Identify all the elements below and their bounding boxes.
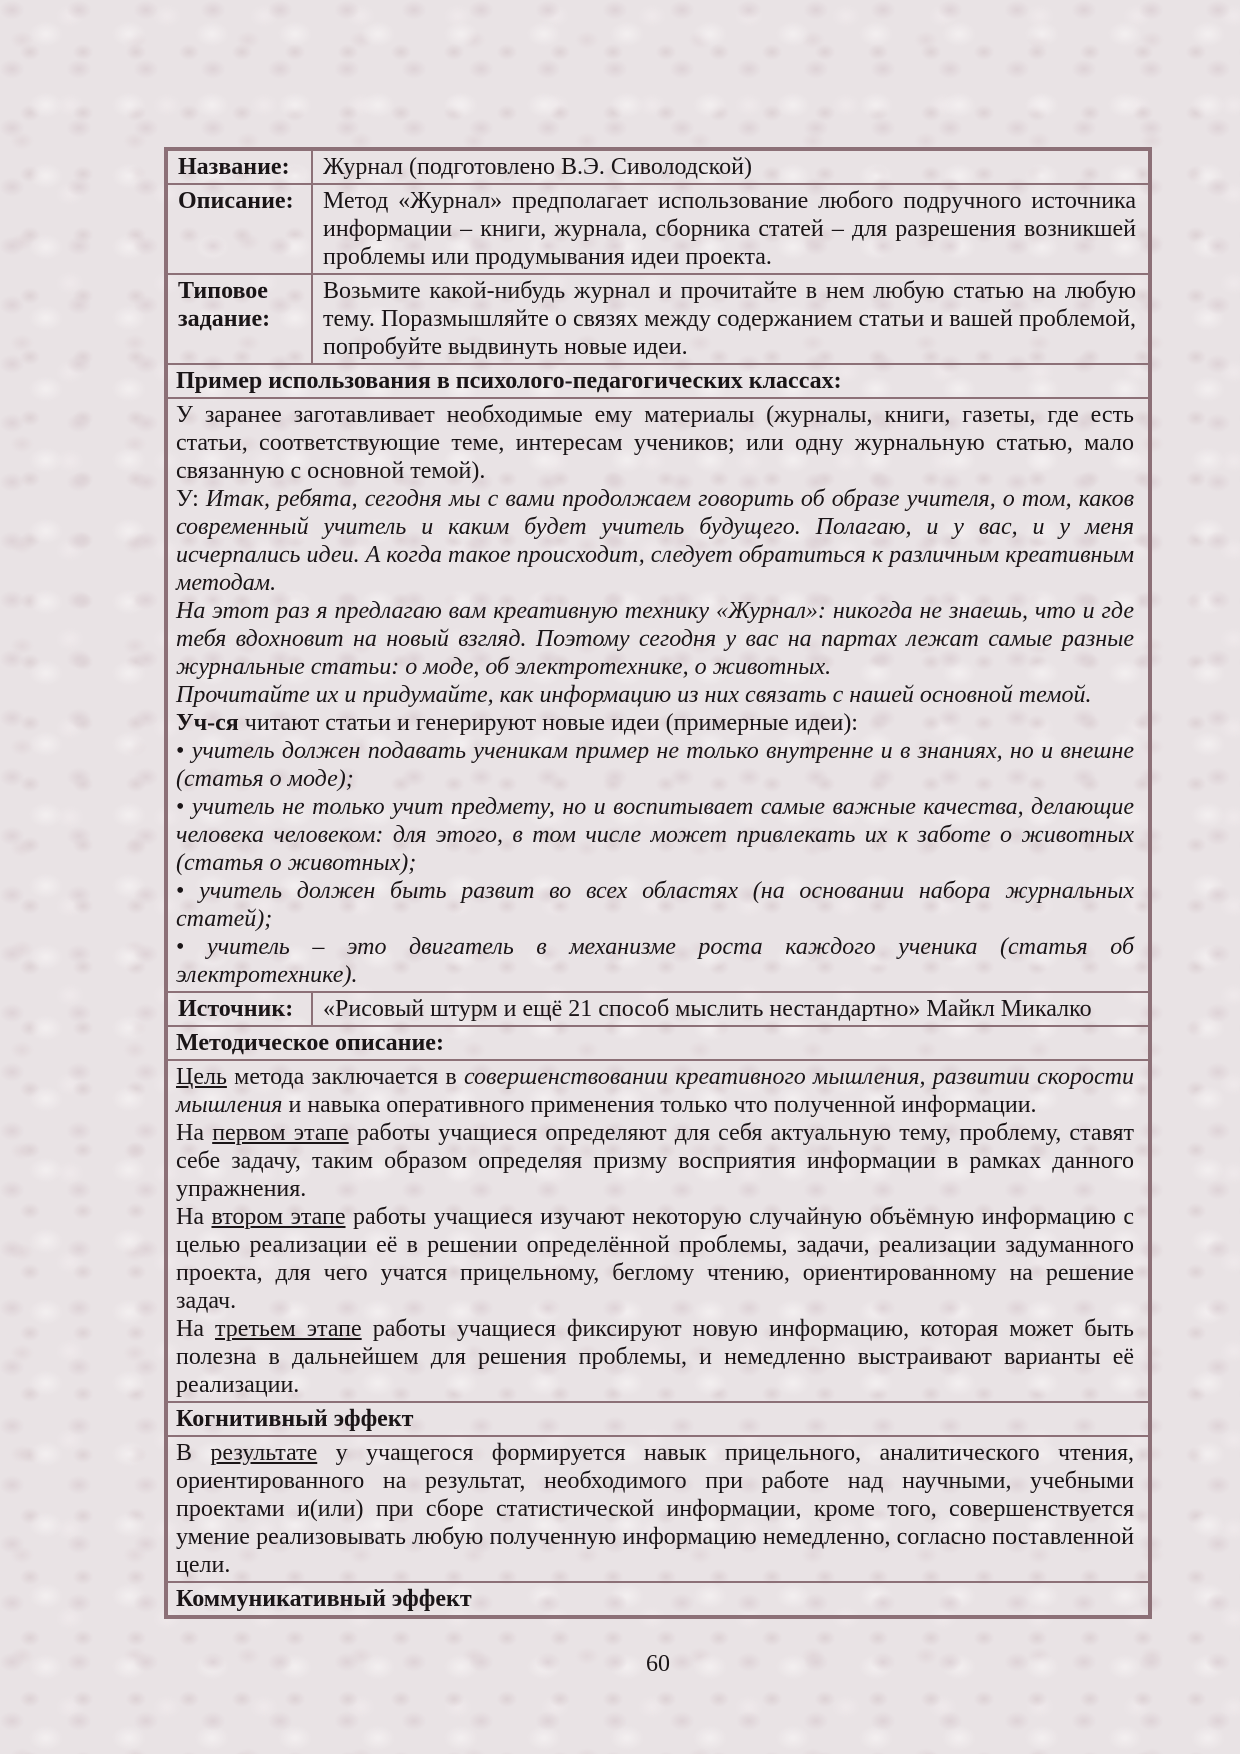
section-header-method: Методическое описание: bbox=[168, 1025, 1148, 1059]
example-paragraph-2: У: Итак, ребята, сегодня мы с вами продолжаем говорить об образе учителя, о том, каков современный учитель и каким будет учитель будущего. Полагаю, и у вас, и у меня исчерпались идеи. А когда такое происходит, следует обратиться к различным креативным методам. bbox=[176, 486, 1135, 596]
method-paragraph-1: Цель метода заключается в совершенствовании креативного мышления, развитии скорости мышления и навыка оперативного применения только что полученной информации. bbox=[176, 1064, 1134, 1118]
section-cognitive bbox=[168, 1435, 1148, 1581]
example-bullet-1: • учитель должен подавать ученикам пример не только внутренне и в знаниях, но и внешне (статья о моде); bbox=[176, 738, 1135, 792]
row-value-source: «Рисовый штурм и ещё 21 способ мыслить нестандартно» Майкл Микалко bbox=[323, 996, 1092, 1022]
row-value-description: Метод «Журнал» предполагает использование любого подручного источника информации – книги, журнала, сборника статей – для разрешения возникшей проблемы или продумывания идеи проекта. bbox=[323, 188, 1136, 270]
section-header-communicative: Коммуникативный эффект bbox=[168, 1581, 1148, 1615]
example-bullet-3: • учитель должен быть развит во всех областях (на основании набора журнальных статей); bbox=[176, 878, 1134, 932]
section-header-example: Пример использования в психолого-педагогических классах: bbox=[168, 363, 1148, 397]
section-header-cognitive: Когнитивный эффект bbox=[168, 1401, 1148, 1435]
method-paragraph-3: На втором этапе работы учащиеся изучают некоторую случайную объёмную информацию с целью реализации её в решении определённой проблемы, задачи, реализации задуманного проекта, для чего учатся прицельному, беглому чтению, ориентированному на решение задач. bbox=[176, 1204, 1135, 1314]
example-bullet-2: • учитель не только учит предмету, но и воспитывает самые важные качества, делающие человека человеком: для этого, в том числе может привлекать их к заботе о животных (статья о животных); bbox=[176, 794, 1134, 876]
example-bullet-4: • учитель – это двигатель в механизме роста каждого ученика (статья об электротехнике). bbox=[176, 934, 1135, 988]
section-method bbox=[168, 1059, 1148, 1401]
row-value-task: Возьмите какой-нибудь журнал и прочитайте в нем любую статью на любую тему. Поразмышляйте о связях между содержанием статьи и вашей проблемой, попробуйте выдвинуть новые идеи. bbox=[323, 278, 1136, 360]
section-example bbox=[168, 397, 1148, 991]
method-paragraph-2: На первом этапе работы учащиеся определяют для себя актуальную тему, проблему, ставят себе задачу, таким образом определяя призму восприятия информации в рамках данного упражнения. bbox=[176, 1120, 1135, 1202]
example-paragraph-4: Прочитайте их и придумайте, как информацию из них связать с нашей основной темой. bbox=[176, 682, 1092, 708]
example-paragraph-1: У заранее заготавливает необходимые ему материалы (журналы, книги, газеты, где есть статьи, соответствующие теме, интересам учеников; или одну журнальную статью, мало связанную с основной темой). bbox=[176, 402, 1134, 484]
table-row-task bbox=[168, 273, 1148, 363]
page-number: 60 bbox=[646, 1651, 670, 1677]
row-value-name: Журнал (подготовлено В.Э. Сиволодской) bbox=[323, 154, 752, 180]
table-row-description bbox=[168, 183, 1148, 273]
row-label-task: Типовое задание: bbox=[168, 275, 313, 363]
method-description-table bbox=[164, 147, 1152, 1619]
row-label-description: Описание: bbox=[168, 185, 313, 273]
row-label-source: Источник: bbox=[168, 993, 313, 1025]
row-label-name: Название: bbox=[168, 151, 313, 183]
cognitive-paragraph-1: В результате у учащегося формируется навык прицельного, аналитического чтения, ориентированного на результат, необходимого при работе над научными, учебными проектами и(или) при сборе статистической информации, кроме того, совершенствуется умение реализовывать любую полученную информацию немедленно, согласно поставленной цели. bbox=[176, 1440, 1134, 1578]
table-row-source bbox=[168, 991, 1148, 1025]
table-row-name bbox=[168, 151, 1148, 183]
example-paragraph-5: Уч-ся читают статьи и генерируют новые идеи (примерные идеи): bbox=[176, 710, 858, 736]
method-paragraph-4: На третьем этапе работы учащиеся фиксируют новую информацию, которая может быть полезна в дальнейшем для решения проблемы, и немедленно выстраивают варианты её реализации. bbox=[176, 1316, 1135, 1398]
example-paragraph-3: На этот раз я предлагаю вам креативную технику «Журнал»: никогда не знаешь, что и где тебя вдохновит на новый взгляд. Поэтому сегодня у вас на партах лежат самые разные журнальные статьи: о моде, об электротехнике, о животных. bbox=[176, 598, 1134, 680]
